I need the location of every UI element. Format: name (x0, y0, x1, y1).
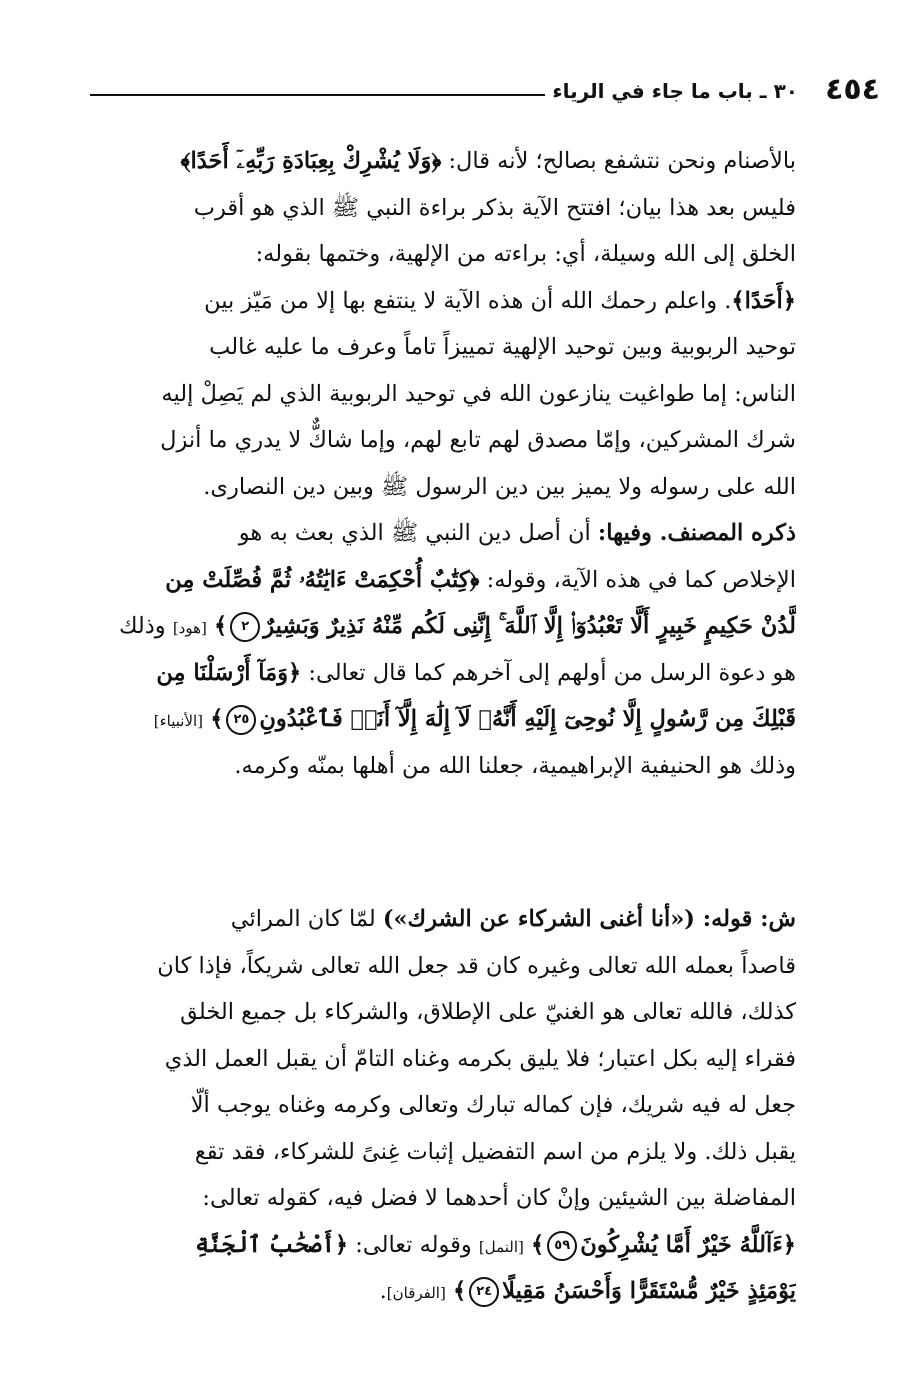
text-line: الناس: إما طواغيت ينازعون الله في توحيد الربوبية الذي لم يَصِلْ إليه (161, 380, 796, 407)
quran-quote: ﴿وَمَآ أَرْسَلْنَا مِن (156, 659, 302, 686)
surah-reference: [الأنبياء] (153, 712, 204, 730)
text-line: الخلق إلى الله وسيلة، أي: براءته من الإلهية، وختمها بقوله: (255, 241, 796, 267)
text-line: قَبْلِكَ مِن رَّسُولٍ إِلَّا نُوحِىٓ إِلَيْهِ أَنَّهُۥ لَآ إِلَٰهَ إِلَّآ أَنَا۠ فَٱعْبُدُونِ٢٥﴾ [الأنبياء] (90, 696, 796, 743)
text-line: هو دعوة الرسل من أولهم إلى آخرهم كما قال تعالى: ﴿وَمَآ أَرْسَلْنَا مِن (156, 659, 796, 686)
text-line: يقبل ذلك. ولا يلزم من اسم التفضيل إثبات غِنىً للشركاء، فقد تقع (194, 1138, 796, 1165)
text-line: ﴿ءَآللَّهُ خَيْرٌ أَمَّا يُشْرِكُونَ٥٩﴾ [النمل] وقوله تعالى: ﴿أَصْحَٰبُ ٱلْجَنَّةِ (90, 1222, 796, 1269)
text-line: توحيد الربوبية وبين توحيد الإلهية تمييزاً تاماً وعرف ما عليه غالب (209, 334, 796, 360)
text-line: بالأصنام ونحن نتشفع بصالح؛ لأنه قال: ﴿وَلَا يُشْرِكْ بِعِبَادَةِ رَبِّهِۦٓ أَحَدًا﴾ (180, 148, 796, 174)
body-text-section-1 (90, 138, 796, 789)
ayah-number-icon: ٢٥ (226, 705, 256, 735)
quran-quote: لَّدُنْ حَكِيمٍ خَبِيرٍ أَلَّا تَعْبُدُوٓا۟ إِلَّا ٱللَّهَ ۚ إِنَّنِى لَكُم مِّنْهُ نَذِيرٌ وَبَشِيرٌ (263, 613, 796, 639)
surah-reference: [النمل] (478, 1237, 524, 1256)
quran-quote: ﴿وَلَا يُشْرِكْ بِعِبَادَةِ رَبِّهِۦٓ أَحَدًا﴾ (180, 148, 442, 174)
text-line: فقراء إليه بكل اعتبار؛ فلا يليق بكرمه وغناه التامّ أن يقبل العمل الذي (164, 1045, 796, 1072)
text-line: الله على رسوله ولا يميز بين دين الرسول ﷺ وبين دين النصارى. (203, 473, 796, 500)
quran-quote: ﴿أَصْحَٰبُ ٱلْجَنَّةِ (195, 1231, 349, 1258)
text-line: وذلك هو الحنيفية الإبراهيمية، جعلنا الله من أهلها بمنّه وكرمه. (234, 752, 796, 779)
body-text-section-2 (90, 896, 796, 1315)
quran-quote: يَوْمَئِذٍ خَيْرٌ مُّسْتَقَرًّا وَأَحْسَنُ مَقِيلًا (502, 1278, 796, 1304)
bold-lead: ش: قوله: («أنا أغنى الشركاء عن الشرك») (382, 906, 796, 932)
text-line: المفاضلة بين الشيئين وإنْ كان أحدهما لا فضل فيه، كقوله تعالى: (202, 1185, 796, 1211)
text-line: ﴿أَحَدًا﴾. واعلم رحمك الله أن هذه الآية لا ينتفع بها إلا من مَيّز بين (204, 287, 796, 314)
text-line: كذلك، فالله تعالى هو الغنيّ على الإطلاق، والشركاء بل جميع الخلق (180, 999, 796, 1025)
running-header (90, 72, 880, 112)
text-line: قاصداً بعمله الله تعالى وغيره كان قد جعل الله تعالى شريكاً، فإذا كان (157, 952, 796, 979)
quran-quote: ﴿أَحَدًا﴾ (731, 287, 796, 314)
text-line: لَّدُنْ حَكِيمٍ خَبِيرٍ أَلَّا تَعْبُدُوٓا۟ إِلَّا ٱللَّهَ ۚ إِنَّنِى لَكُم مِّنْهُ نَذِيرٌ وَبَشِيرٌ٢﴾ [هود] وذلك (90, 603, 796, 650)
header-rule (90, 94, 545, 96)
quran-quote: ﴿ءَآللَّهُ خَيْرٌ أَمَّا يُشْرِكُونَ (580, 1231, 796, 1258)
text-line: شرك المشركين، وإمّا مصدق لهم تابع لهم، وإما شاكٌّ لا يدري ما أنزل (160, 427, 796, 453)
bold-lead: ذكره المصنف. وفيها: (597, 520, 796, 546)
quran-quote: ﴿كِتَٰبٌ أُحْكِمَتْ ءَايَٰتُهُۥ ثُمَّ فُصِّلَتْ مِن (165, 566, 480, 593)
ayah-number-icon: ٢ (230, 612, 260, 642)
text-line: جعل له فيه شريك، فإن كماله تبارك وتعالى وكرمه وغناه يوجب ألّا (190, 1092, 796, 1118)
chapter-title: ٣٠ ـ باب ما جاء في الرياء (552, 79, 798, 103)
text-line: يَوْمَئِذٍ خَيْرٌ مُّسْتَقَرًّا وَأَحْسَنُ مَقِيلًا٢٤﴾ [الفرقان]. (90, 1268, 796, 1315)
surah-reference: [هود] (172, 619, 207, 637)
ayah-number-icon: ٢٤ (469, 1277, 499, 1307)
page-number: ٤٥٤ (825, 72, 880, 107)
text-line: فليس بعد هذا بيان؛ افتتح الآية بذكر براءة النبي ﷺ الذي هو أقرب (193, 194, 796, 221)
text-line: ش: قوله: («أنا أغنى الشركاء عن الشرك») لمّا كان المرائي (230, 906, 796, 932)
ayah-number-icon: ٥٩ (547, 1231, 577, 1261)
text-line: ذكره المصنف. وفيها: أن أصل دين النبي ﷺ الذي بعث به هو (238, 520, 796, 546)
text-line: الإخلاص كما في هذه الآية، وقوله: ﴿كِتَٰبٌ أُحْكِمَتْ ءَايَٰتُهُۥ ثُمَّ فُصِّلَتْ مِن (165, 566, 796, 593)
surah-reference: [الفرقان] (386, 1284, 446, 1302)
quran-quote: قَبْلِكَ مِن رَّسُولٍ إِلَّا نُوحِىٓ إِلَيْهِ أَنَّهُۥ لَآ إِلَٰهَ إِلَّآ أَنَا۠ فَٱعْبُدُونِ (259, 706, 796, 732)
